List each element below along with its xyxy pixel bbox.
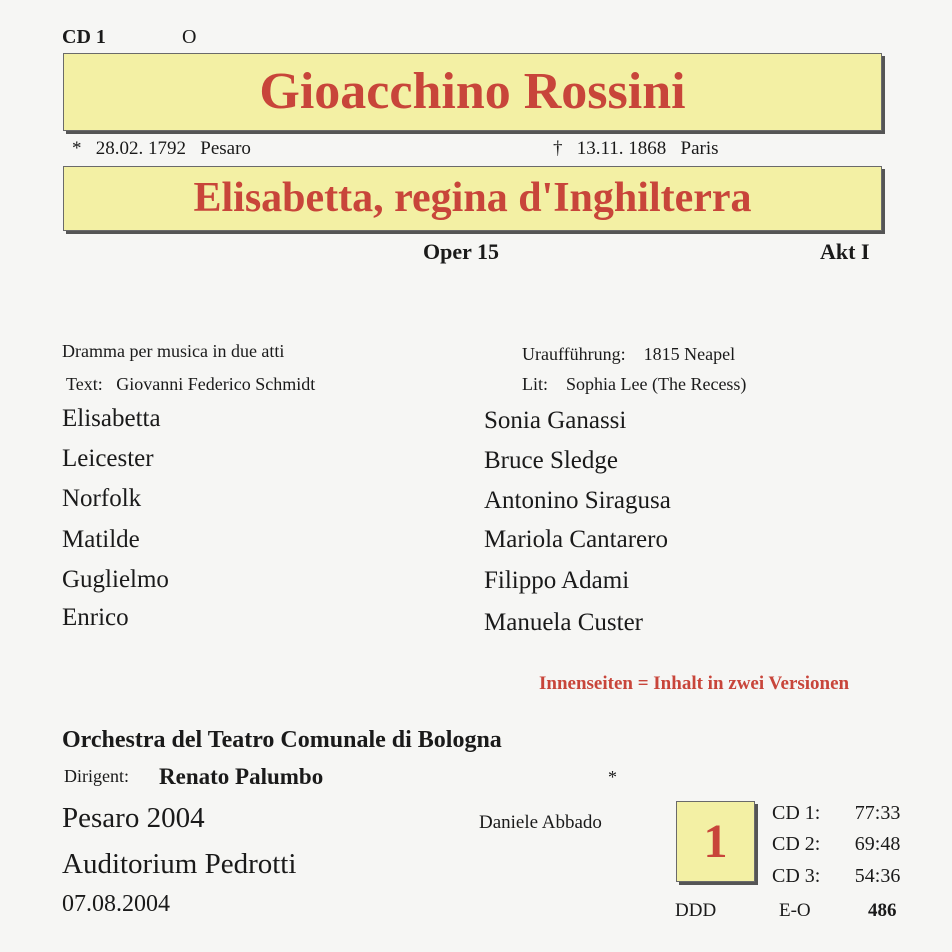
- composer-name: Gioacchino Rossini: [259, 63, 686, 120]
- star-mark: *: [608, 767, 617, 787]
- cast-singer: Manuela Custer: [484, 609, 643, 636]
- duration-row: [772, 865, 900, 888]
- recording-format: DDD: [675, 900, 717, 921]
- cast-singer: Antonino Siragusa: [484, 487, 671, 514]
- cast-role: Leicester: [62, 445, 154, 472]
- duration-time: 54:36: [854, 865, 901, 887]
- death-date: 13.11. 1868: [576, 138, 667, 159]
- cast-singer: Filippo Adami: [484, 567, 630, 594]
- premiere-line: [522, 344, 735, 365]
- conductor-name: Renato Palumbo: [159, 764, 324, 789]
- premiere-value: 1815 Neapel: [643, 344, 736, 364]
- act-label: Akt I: [820, 239, 870, 264]
- source-code: E-O: [779, 900, 811, 921]
- cast-role: Guglielmo: [62, 566, 169, 593]
- duration-label: CD 2:: [772, 833, 821, 855]
- death-symbol: †: [553, 138, 563, 159]
- cast-role: Norfolk: [62, 485, 142, 512]
- performance-date: 07.08.2004: [62, 891, 170, 917]
- birth-date: 28.02. 1792: [95, 138, 186, 159]
- duration-row: [772, 833, 900, 856]
- city-year: Pesaro 2004: [62, 802, 205, 834]
- lit-label: Lit:: [522, 374, 548, 394]
- orchestra-name: Orchestra del Teatro Comunale di Bologna: [62, 727, 502, 753]
- duration-time: 77:33: [854, 802, 901, 824]
- librettist-line: [66, 374, 315, 395]
- lit-value: Sophia Lee (The Recess): [566, 374, 747, 394]
- cast-role: Matilde: [62, 526, 140, 553]
- premiere-label: Uraufführung:: [522, 344, 626, 364]
- duration-label: CD 1:: [772, 802, 821, 824]
- text-label: Text:: [66, 374, 103, 394]
- opus-label: Oper 15: [423, 239, 499, 264]
- librettist: Giovanni Federico Schmidt: [116, 374, 316, 394]
- cast-role: Elisabetta: [62, 405, 161, 432]
- cast-singer: Sonia Ganassi: [484, 407, 627, 434]
- death-line: [553, 138, 719, 160]
- lit-line: [522, 374, 746, 395]
- director-name: Daniele Abbado: [479, 812, 602, 833]
- opera-banner: [63, 166, 882, 231]
- genre-text: Dramma per musica in due atti: [62, 341, 285, 361]
- disc-number-box: [676, 801, 755, 882]
- cast-singer: Mariola Cantarero: [484, 526, 668, 553]
- cast-role: Enrico: [62, 604, 129, 631]
- catalog-number: 486: [868, 900, 897, 921]
- birth-place: Pesaro: [200, 138, 251, 159]
- cd-label: CD 1: [62, 26, 106, 48]
- death-place: Paris: [680, 138, 719, 159]
- duration-row: [772, 802, 900, 825]
- opera-title: Elisabetta, regina d'Inghilterra: [193, 175, 752, 221]
- birth-line: [72, 138, 251, 160]
- composer-banner: [63, 53, 882, 131]
- versions-note: Innenseiten = Inhalt in zwei Versionen: [539, 673, 850, 694]
- marker-text: O: [182, 26, 197, 48]
- venue-hall: Auditorium Pedrotti: [62, 848, 297, 880]
- duration-label: CD 3:: [772, 865, 821, 887]
- disc-number: 1: [703, 815, 728, 868]
- birth-symbol: *: [72, 138, 82, 159]
- cast-singer: Bruce Sledge: [484, 447, 618, 474]
- conductor-label: Dirigent:: [64, 766, 129, 786]
- duration-time: 69:48: [854, 833, 901, 855]
